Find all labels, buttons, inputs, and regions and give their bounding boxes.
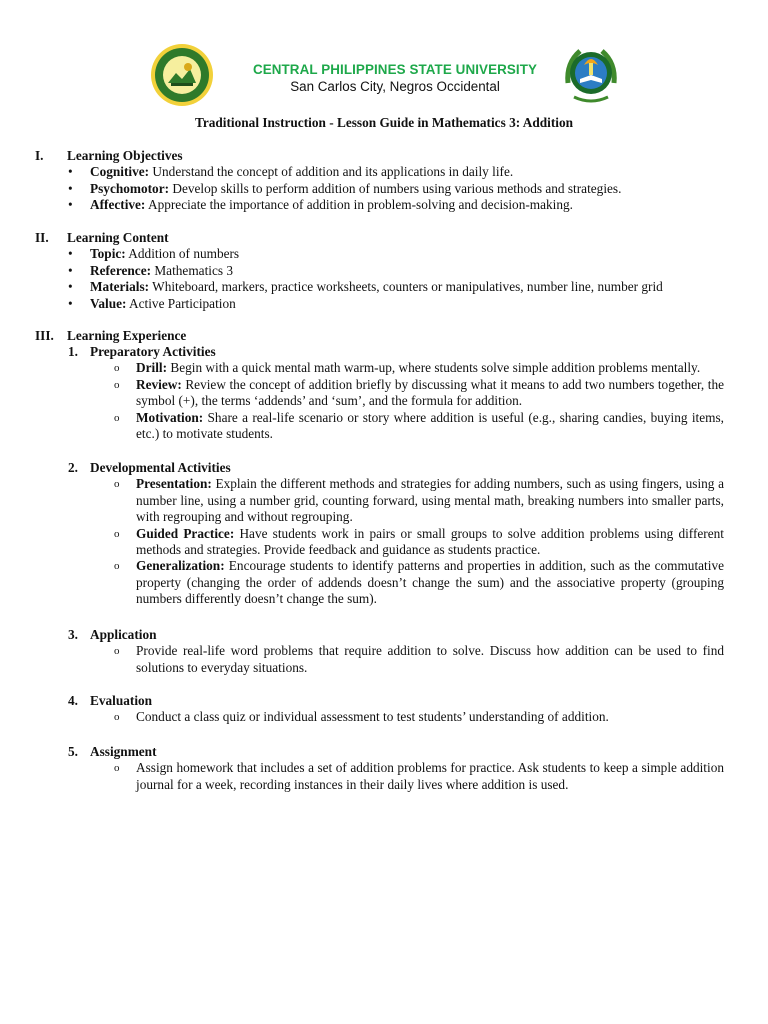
circle-bullet-icon: o xyxy=(114,362,120,375)
document-title: Traditional Instruction - Lesson Guide in Mathematics 3: Addition xyxy=(194,115,573,130)
bullet-icon: • xyxy=(68,180,73,196)
subsection-title: Preparatory Activities xyxy=(90,344,216,359)
subsection-title: Application xyxy=(90,627,157,642)
list-item xyxy=(24,181,724,197)
item-label: Topic: xyxy=(90,246,126,262)
subsection-number: 4. xyxy=(68,693,78,708)
circle-bullet-icon: o xyxy=(114,645,120,658)
item-text: Active Participation xyxy=(126,295,236,311)
list-item xyxy=(68,526,724,559)
item-label: Psychomotor: xyxy=(90,180,170,196)
list-item xyxy=(24,279,724,295)
section-title: Learning Objectives xyxy=(67,148,183,163)
bullet-icon: • xyxy=(68,279,73,295)
item-label: Reference: xyxy=(90,262,152,278)
list-item xyxy=(68,760,724,793)
section-numeral: I. xyxy=(35,148,44,163)
item-label: Presentation: xyxy=(136,476,212,492)
section-numeral: III. xyxy=(35,328,54,343)
bullet-icon: • xyxy=(68,246,73,262)
section-learning-objectives xyxy=(24,148,724,214)
subsection-number: 5. xyxy=(68,744,78,759)
item-text: Mathematics 3 xyxy=(151,262,234,278)
list-item xyxy=(24,197,724,213)
item-text: Encourage students to identify patterns and properties in addition, such as the commutative property (changing the order of addends doesn’t change the sum) and the associative property (grouping numbers differently doesn’t change the sum). xyxy=(136,558,724,607)
circle-bullet-icon: o xyxy=(114,378,120,391)
subsection-title: Evaluation xyxy=(90,693,153,708)
circle-bullet-icon: o xyxy=(114,762,120,775)
subsection-developmental-activities xyxy=(68,460,724,608)
item-label: Motivation: xyxy=(136,409,204,425)
list-item xyxy=(24,263,724,279)
bullet-icon: • xyxy=(68,164,73,180)
section-title: Learning Experience xyxy=(67,328,187,343)
item-label: Generalization: xyxy=(136,558,225,574)
list-item xyxy=(68,410,724,443)
subsection-application xyxy=(68,627,724,676)
college-seal-icon xyxy=(560,43,622,107)
item-label: Materials: xyxy=(90,279,150,295)
list-item xyxy=(68,476,724,525)
bullet-icon: • xyxy=(68,262,73,278)
list-item xyxy=(68,709,724,725)
section-title: Learning Content xyxy=(67,230,169,245)
item-label: Cognitive: xyxy=(90,164,150,180)
item-label: Value: xyxy=(90,295,127,311)
list-item xyxy=(68,377,724,410)
item-label: Guided Practice: xyxy=(136,525,235,541)
list-item xyxy=(24,164,724,180)
list-item xyxy=(68,643,724,676)
item-text: Have students work in pairs or small groups to solve addition problems using different methods and strategies. Provide feedback and guidance as students practice. xyxy=(136,525,724,558)
university-location: San Carlos City, Negros Occidental xyxy=(290,79,500,94)
item-text: Share a real-life scenario or story where addition is useful (e.g., sharing candies, buying items, etc.) to motivate students. xyxy=(136,409,724,442)
subsection-preparatory-activities xyxy=(68,344,724,442)
item-label: Affective: xyxy=(90,197,146,213)
circle-bullet-icon: o xyxy=(114,711,120,724)
list-item xyxy=(24,246,724,262)
list-item xyxy=(68,360,724,376)
item-label: Review: xyxy=(136,376,182,392)
item-text: Review the concept of addition briefly by discussing what it means to add two numbers together, the symbol (+), the terms ‘addends’ and ‘sum’, and the formula for addition. xyxy=(136,376,724,409)
section-learning-content xyxy=(24,230,724,312)
subsection-number: 2. xyxy=(68,460,78,475)
subsection-evaluation xyxy=(68,693,724,726)
subsection-number: 1. xyxy=(68,344,78,359)
bullet-icon: • xyxy=(68,197,73,213)
circle-bullet-icon: o xyxy=(114,411,120,424)
subsection-assignment xyxy=(68,744,724,793)
circle-bullet-icon: o xyxy=(114,478,120,491)
list-item xyxy=(68,558,724,607)
bullet-icon: • xyxy=(68,295,73,311)
item-label: Drill: xyxy=(136,360,168,376)
item-text: Provide real-life word problems that require addition to solve. Discuss how addition can be used to find solutions to everyday situations. xyxy=(136,643,724,675)
university-name: CENTRAL PHILIPPINES STATE UNIVERSITY xyxy=(252,62,538,77)
circle-bullet-icon: o xyxy=(114,560,120,573)
item-text: Addition of numbers xyxy=(125,246,240,262)
item-text: Appreciate the importance of addition in problem-solving and decision-making. xyxy=(145,197,573,213)
subsection-title: Assignment xyxy=(90,744,157,759)
subsection-title: Developmental Activities xyxy=(90,460,231,475)
item-text: Conduct a class quiz or individual assessment to test students’ understanding of addition. xyxy=(136,709,609,725)
circle-bullet-icon: o xyxy=(114,527,120,540)
section-learning-experience xyxy=(24,328,724,344)
item-text: Develop skills to perform addition of numbers using various methods and strategies. xyxy=(169,180,622,196)
item-text: Understand the concept of addition and its applications in daily life. xyxy=(149,164,514,180)
item-text: Whiteboard, markers, practice worksheets, counters or manipulatives, number line, number grid xyxy=(149,279,663,295)
list-item xyxy=(24,296,724,312)
document-header xyxy=(150,43,630,107)
item-text: Explain the different methods and strategies for adding numbers, such as using fingers, using a number line, using a number grid, counting forward, using mental math, breaking numbers into smaller parts, with regrouping and without regrouping. xyxy=(136,476,724,525)
item-text: Assign homework that includes a set of addition problems for practice. Ask students to keep a simple addition journal for a week, recording instances in their daily lives where addition is used. xyxy=(136,760,724,792)
subsection-number: 3. xyxy=(68,627,78,642)
item-text: Begin with a quick mental math warm-up, where students solve simple addition problems mentally. xyxy=(167,360,701,376)
section-numeral: II. xyxy=(35,230,49,245)
